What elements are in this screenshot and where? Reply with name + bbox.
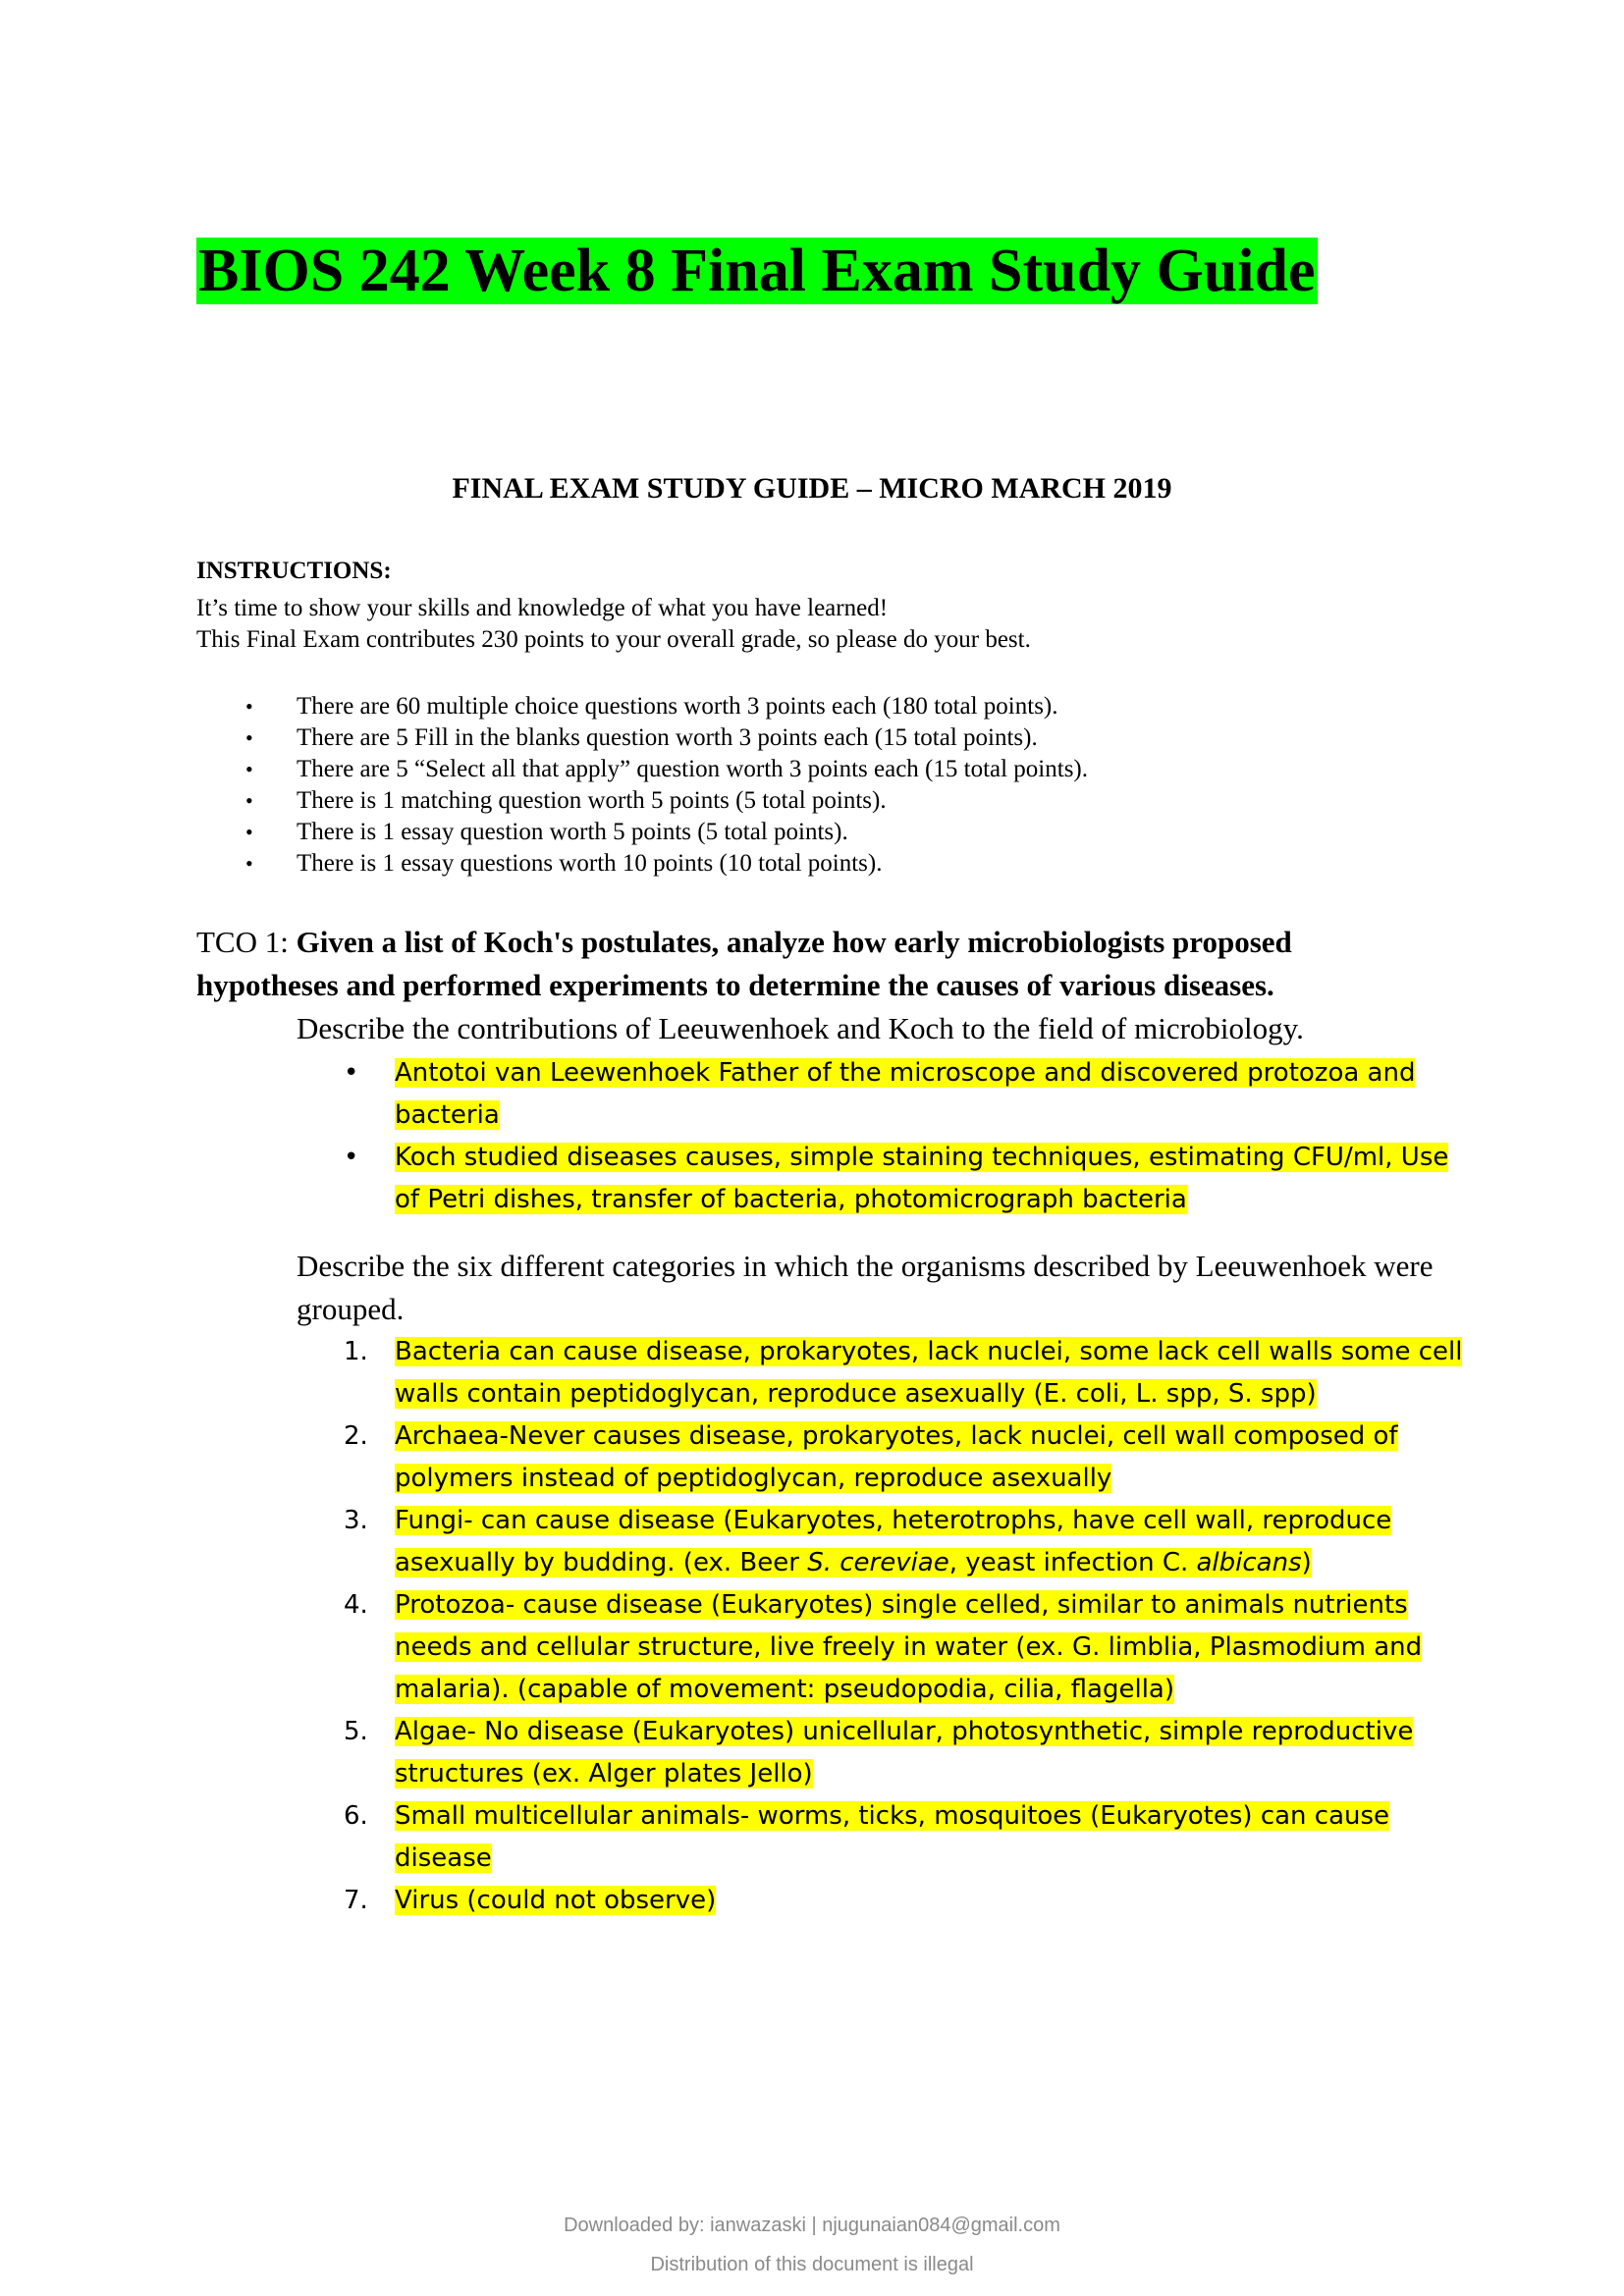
- bullet-icon: •: [344, 1058, 359, 1088]
- list-item: 3. Fungi- can cause disease (Eukaryotes, heterotrophs, have cell wall, reproduce asexually by budding. (ex. Beer S. cereviae, yeast infection C. albicans): [344, 1506, 1392, 1577]
- list-item: • There are 5 “Select all that apply” question worth 3 points each (15 total points).: [196, 754, 1473, 785]
- tco-text: Given a list of Koch's postulates, analyze how early microbiologists proposed hypotheses and performed experiments to determine the causes of various diseases.: [196, 925, 1292, 1002]
- list-item: 4. Protozoa- cause disease (Eukaryotes) single celled, similar to animals nutrients needs and cellular structure, live freely in water (ex. G. limblia, Plasmodium and malaria). (capable of movement: pseudopodia, cilia, flagella): [344, 1590, 1423, 1704]
- document-subtitle: FINAL EXAM STUDY GUIDE – MICRO MARCH 2019: [452, 472, 1172, 505]
- list-item: • There are 60 multiple choice questions worth 3 points each (180 total points).: [196, 691, 1473, 722]
- question-1-answers: [297, 1052, 1475, 1221]
- question-1-prompt: Describe the contributions of Leeuwenhoek and Koch to the field of microbiology.: [297, 1011, 1304, 1045]
- bullet-icon: •: [245, 820, 253, 844]
- question-2-answers: [297, 1331, 1475, 1922]
- exam-items-list: [196, 691, 1473, 880]
- bullet-icon: •: [245, 694, 253, 719]
- bullet-icon: •: [245, 757, 253, 781]
- question-2-prompt: Describe the six different categories in which the organisms described by Leeuwenhoek were grouped.: [297, 1249, 1434, 1326]
- list-item: • There is 1 matching question worth 5 points (5 total points).: [196, 785, 1473, 817]
- footer-distribution-notice: Distribution of this document is illegal: [650, 2254, 974, 2275]
- document-title: [196, 232, 1318, 310]
- list-item: 6. Small multicellular animals- worms, ticks, mosquitoes (Eukaryotes) can cause disease: [344, 1801, 1390, 1873]
- bullet-icon: •: [344, 1143, 359, 1172]
- list-item: 2. Archaea-Never causes disease, prokaryotes, lack nuclei, cell wall composed of polymers instead of peptidoglycan, reproduce asexually: [344, 1421, 1398, 1493]
- instructions-line-1: It’s time to show your skills and knowledge of what you have learned!: [196, 595, 889, 621]
- document-title-text: BIOS 242 Week 8 Final Exam Study Guide: [198, 238, 1316, 304]
- bullet-icon: •: [245, 788, 253, 813]
- bullet-icon: •: [245, 725, 253, 750]
- instructions-heading: INSTRUCTIONS:: [196, 558, 392, 584]
- list-item: • There is 1 essay question worth 5 points (5 total points).: [196, 817, 1473, 848]
- list-item: • Antotoi van Leewenhoek Father of the microscope and discovered protozoa and bacteria: [297, 1052, 1475, 1137]
- footer-downloaded-by: Downloaded by: ianwazaski | njugunaian084@gmail.com: [564, 2215, 1060, 2236]
- list-item: 5. Algae- No disease (Eukaryotes) unicellular, photosynthetic, simple reproductive structures (ex. Alger plates Jello): [344, 1717, 1414, 1789]
- list-item: 1. Bacteria can cause disease, prokaryotes, lack nuclei, some lack cell walls some cell walls contain peptidoglycan, reproduce asexually (E. coli, L. spp, S. spp): [344, 1337, 1463, 1409]
- list-item: 7. Virus (could not observe): [344, 1886, 717, 1915]
- instructions-line-2: This Final Exam contributes 230 points to your overall grade, so please do your best.: [196, 626, 1031, 653]
- list-item: • There is 1 essay questions worth 10 points (10 total points).: [196, 848, 1473, 880]
- tco-label: TCO 1:: [196, 925, 297, 959]
- tco-statement: [196, 921, 1434, 1007]
- list-item: • There are 5 Fill in the blanks question worth 3 points each (15 total points).: [196, 722, 1473, 754]
- list-item: • Koch studied diseases causes, simple staining techniques, estimating CFU/ml, Use of Petri dishes, transfer of bacteria, photomicrograph bacteria: [297, 1137, 1475, 1221]
- bullet-icon: •: [245, 851, 253, 876]
